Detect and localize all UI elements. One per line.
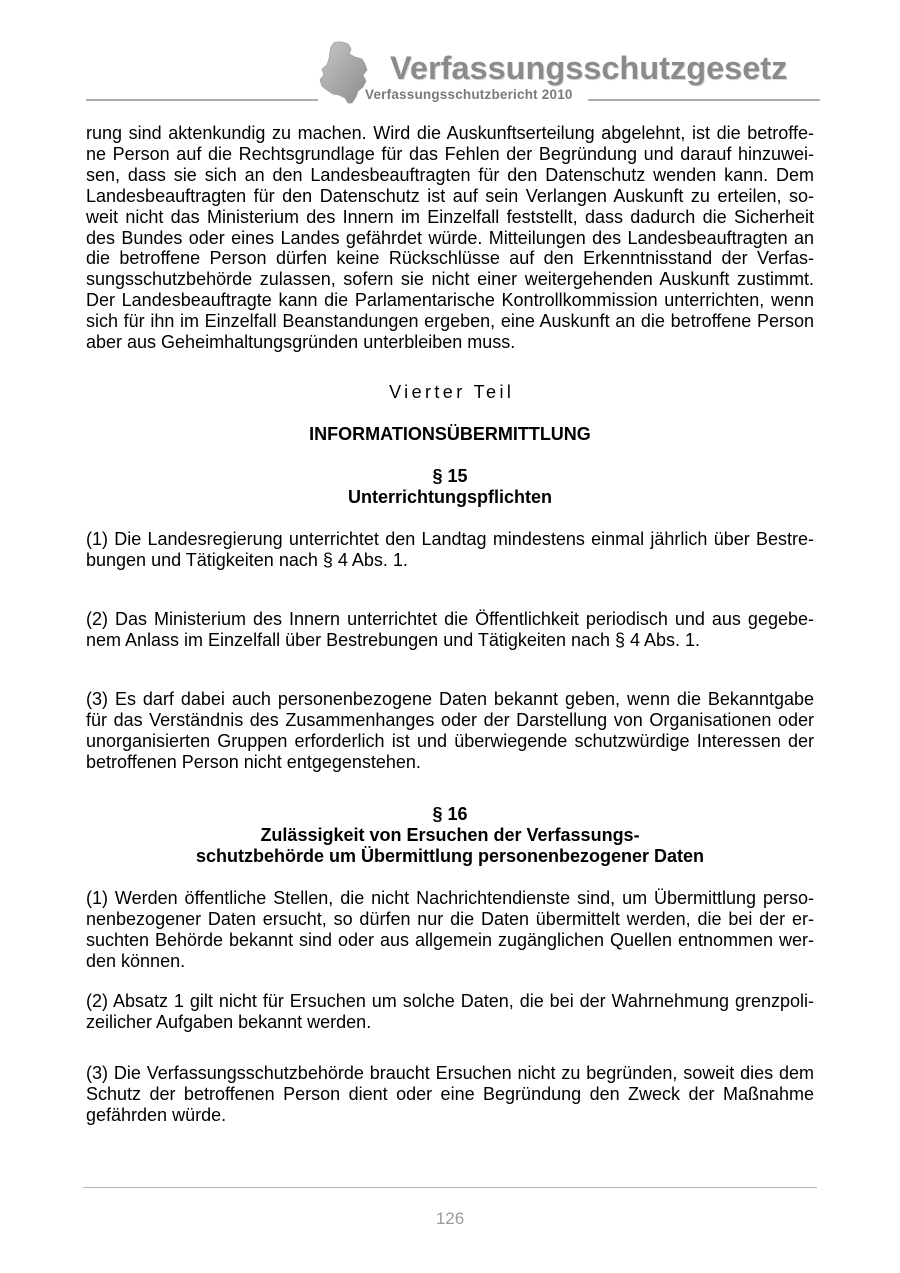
paragraph-line: (3) Es darf dabei auch personenbezogene Daten bekannt geben, wenn die Bekanntgabe bbox=[86, 689, 814, 709]
paragraph-continuation bbox=[86, 123, 814, 353]
header-rule-right bbox=[588, 99, 820, 101]
paragraph-line: den können. bbox=[86, 950, 186, 971]
header-subtitle: Verfassungsschutzbericht 2010 bbox=[365, 87, 573, 102]
paragraph-line: die betroffene Person dürfen keine Rückschlüsse auf den Erkenntnisstand der Verfas- bbox=[86, 248, 814, 269]
paragraph-line: suchten Behörde bekannt sind oder aus allgemein zugänglichen Quellen entnommen wer- bbox=[86, 929, 814, 950]
section-16-paragraph-2 bbox=[86, 991, 814, 1033]
page-number: 126 bbox=[435, 1209, 465, 1228]
paragraph-line: nem Anlass im Einzelfall über Bestrebungen und Tätigkeiten nach § 4 Abs. 1. bbox=[86, 629, 701, 650]
section-16-heading bbox=[86, 804, 814, 867]
section-15-paragraph-3 bbox=[86, 689, 814, 773]
paragraph-line: unorganisierten Gruppen erforderlich ist und überwiegende schutzwürdige Interessen der bbox=[86, 730, 814, 751]
section-number: § 16 bbox=[432, 804, 468, 824]
section-15-heading bbox=[86, 466, 814, 508]
paragraph-line: rung sind aktenkundig zu machen. Wird die Auskunftserteilung abgelehnt, ist die betroffe- bbox=[86, 123, 814, 143]
paragraph-line: zeilicher Aufgaben bekannt werden. bbox=[86, 1011, 372, 1032]
section-title: Unterrichtungspflichten bbox=[347, 486, 552, 507]
paragraph-line: Landesbeauftragten für den Datenschutz ist auf sein Verlangen Auskunft zu erteilen, so- bbox=[86, 185, 814, 206]
part-title-text: INFORMATIONSÜBERMITTLUNG bbox=[309, 424, 591, 444]
paragraph-line: (1) Werden öffentliche Stellen, die nicht Nachrichtendienste sind, um Übermittlung perso- bbox=[86, 888, 814, 908]
section-16-paragraph-1 bbox=[86, 888, 814, 972]
paragraph-line: für das Verständnis des Zusammenhanges oder der Darstellung von Organisationen oder bbox=[86, 709, 814, 730]
paragraph-line: bungen und Tätigkeiten nach § 4 Abs. 1. bbox=[86, 549, 408, 570]
section-title-line: schutzbehörde um Übermittlung personenbezogener Daten bbox=[195, 845, 705, 866]
paragraph-line: ne Person auf die Rechtsgrundlage für das Fehlen der Begründung und darauf hinzuwei- bbox=[86, 143, 814, 164]
paragraph-line: weit nicht das Ministerium des Innern im Einzelfall feststellt, dass dadurch die Sicherheit bbox=[86, 206, 814, 227]
part-title bbox=[86, 424, 814, 445]
state-map-icon bbox=[318, 40, 370, 106]
paragraph-line: des Bundes oder eines Landes gefährdet würde. Mitteilungen des Landesbeauftragten an bbox=[86, 227, 814, 248]
paragraph-line: gefährden würde. bbox=[86, 1104, 227, 1125]
section-15-paragraph-1 bbox=[86, 529, 814, 571]
header-title: Verfassungsschutzgesetz bbox=[390, 50, 788, 86]
paragraph-line: sich für ihn im Einzelfall Beanstandungen ergeben, eine Auskunft an die betroffene Person bbox=[86, 311, 814, 332]
section-15-paragraph-2 bbox=[86, 609, 814, 651]
section-title-line: Zulässigkeit von Ersuchen der Verfassungs- bbox=[260, 824, 640, 845]
paragraph-line: (2) Das Ministerium des Innern unterrichtet die Öffentlichkeit periodisch und aus gegebe- bbox=[86, 609, 814, 629]
paragraph-line: aber aus Geheimhaltungsgründen unterbleiben muss. bbox=[86, 332, 516, 353]
paragraph-line: (1) Die Landesregierung unterrichtet den Landtag mindestens einmal jährlich über Bestre- bbox=[86, 529, 814, 549]
section-16-paragraph-3 bbox=[86, 1063, 814, 1126]
paragraph-line: sungsschutzbehörde zulassen, sofern sie nicht einer weitergehenden Auskunft zustimmt. bbox=[86, 269, 814, 290]
section-number: § 15 bbox=[432, 466, 468, 486]
paragraph-line: (3) Die Verfassungsschutzbehörde braucht Ersuchen nicht zu begründen, soweit dies dem bbox=[86, 1063, 814, 1083]
paragraph-line: Der Landesbeauftragte kann die Parlamentarische Kontrollkommission unterrichten, wenn bbox=[86, 290, 814, 311]
paragraph-line: nenbezogener Daten ersucht, so dürfen nur die Daten übermittelt werden, die bei der er- bbox=[86, 908, 814, 929]
paragraph-line: Schutz der betroffenen Person dient oder eine Begründung den Zweck der Maßnahme bbox=[86, 1083, 814, 1104]
part-label: Vierter Teil bbox=[389, 382, 515, 402]
header-rule-left bbox=[86, 99, 318, 101]
paragraph-line: sen, dass sie sich an den Landesbeauftragten für den Datenschutz wenden kann. Dem bbox=[86, 164, 814, 185]
footer-rule bbox=[83, 1187, 817, 1188]
paragraph-line: betroffenen Person nicht entgegenstehen. bbox=[86, 751, 421, 772]
paragraph-line: (2) Absatz 1 gilt nicht für Ersuchen um solche Daten, die bei der Wahrnehmung grenzpoli- bbox=[86, 991, 814, 1011]
